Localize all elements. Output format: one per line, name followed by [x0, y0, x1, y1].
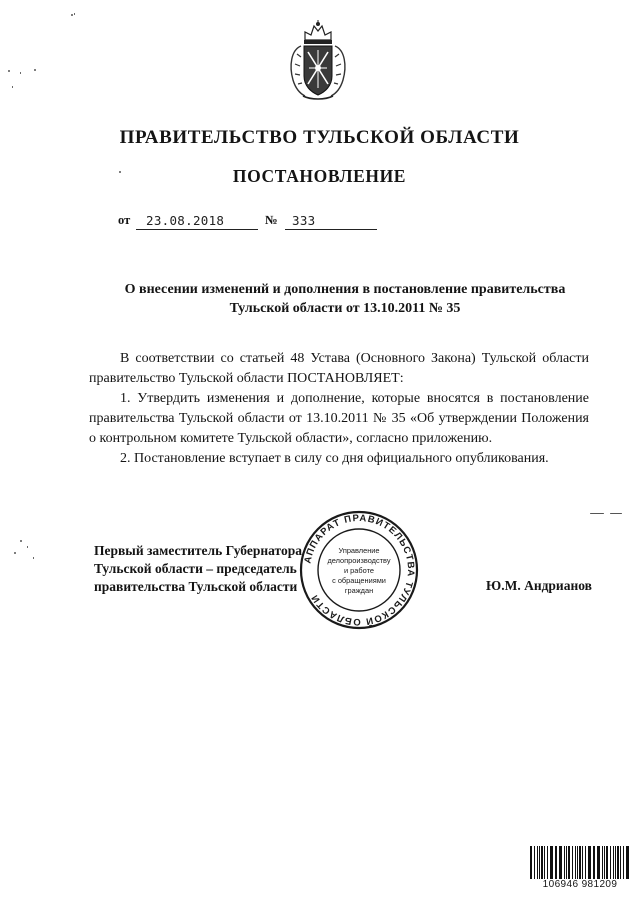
- barcode-bar: [566, 846, 567, 880]
- date-label: от: [118, 213, 131, 227]
- barcode-bar: [615, 846, 616, 880]
- barcode-bar: [602, 846, 603, 880]
- barcode-bar: [550, 846, 553, 880]
- barcode-bar: [568, 846, 570, 880]
- barcode-bar: [572, 846, 573, 880]
- barcode-bar: [588, 846, 591, 880]
- barcode-bar: [593, 846, 595, 880]
- body-paragraph-item-1: 1. Утвердить изменения и дополнение, которые вносятся в постановление правительства Тульской области от 13.10.2011 № 35 «Об утверждении Положения о контрольном комитете Тульской области», согласно приложению.: [89, 391, 589, 446]
- signatory-position-line-1: Первый заместитель Губернатора: [94, 543, 302, 558]
- scan-speck: [34, 69, 36, 71]
- scan-speck: [590, 513, 604, 514]
- scan-speck: [71, 14, 73, 16]
- barcode-bar: [564, 846, 565, 880]
- scan-speck: [74, 13, 75, 15]
- scan-speck: [8, 70, 10, 72]
- barcode-bar: [579, 846, 581, 880]
- barcode-bar: [547, 846, 548, 880]
- document-subject: [95, 280, 595, 318]
- number-label: №: [265, 213, 278, 227]
- barcode-number: 106946 981209: [528, 879, 632, 891]
- signatory-position-line-2: Тульской области – председатель: [94, 561, 297, 576]
- number-underline: [285, 229, 377, 230]
- barcode-bar: [537, 846, 538, 880]
- signatory-position-line-3: правительства Тульской области: [94, 579, 298, 594]
- scan-speck: [14, 552, 16, 554]
- barcode-bar: [541, 846, 543, 880]
- date-value: 23.08.2018: [146, 213, 225, 228]
- seal-center-line-2: делопроизводству: [327, 556, 391, 565]
- body-paragraph-item-2: 2. Постановление вступает в силу со дня официального опубликования.: [120, 451, 549, 466]
- barcode-bar: [559, 846, 562, 880]
- seal-center-line-1: Управление: [338, 546, 380, 555]
- barcode-bar: [544, 846, 545, 880]
- barcode-bar: [597, 846, 600, 880]
- scan-speck: [33, 557, 34, 559]
- barcode-bar: [534, 846, 535, 880]
- barcode-bar: [604, 846, 605, 880]
- barcode-bar: [620, 846, 621, 880]
- barcode-bar: [582, 846, 583, 880]
- barcode-bar: [613, 846, 614, 880]
- barcode-bar: [585, 846, 586, 880]
- seal-center-line-3: и работе: [344, 566, 374, 575]
- subject-line-1: О внесении изменений и дополнения в постановление правительства: [124, 282, 566, 297]
- scan-speck: [20, 540, 22, 542]
- scan-speck: [20, 72, 21, 74]
- number-value: 333: [292, 213, 316, 228]
- barcode-bar: [623, 846, 624, 880]
- scan-speck: [27, 546, 28, 548]
- signatory-name: Ю.М. Андрианов: [486, 578, 592, 593]
- body-paragraph-preamble: В соответствии со статьей 48 Устава (Основного Закона) Тульской области правительство Тульской области ПОСТАНОВЛЯЕТ:: [89, 351, 589, 386]
- document-type-title: ПОСТАНОВЛЕНИЕ: [232, 166, 407, 186]
- barcode-bar: [626, 846, 629, 880]
- official-seal-stamp: [298, 509, 420, 631]
- organization-title: ПРАВИТЕЛЬСТВО ТУЛЬСКОЙ ОБЛАСТИ: [119, 127, 520, 148]
- scan-speck: [12, 86, 13, 88]
- seal-center-line-4: с обращениями: [332, 576, 386, 585]
- barcode-bar: [577, 846, 578, 880]
- subject-line-2: Тульской области от 13.10.2011 № 35: [229, 301, 461, 316]
- barcode-bar: [617, 846, 619, 880]
- barcode-bar: [555, 846, 557, 880]
- date-underline: [136, 229, 258, 230]
- document-body: [89, 349, 589, 469]
- barcode-bar: [606, 846, 608, 880]
- barcode-bar: [539, 846, 540, 880]
- seal-ring-text: АППАРАТ ПРАВИТЕЛЬСТВА ТУЛЬСКОЙ ОБЛАСТИ: [302, 512, 417, 628]
- barcode-bar: [610, 846, 611, 880]
- seal-center-line-5: граждан: [344, 586, 374, 595]
- tula-coat-of-arms-icon: [287, 20, 349, 102]
- barcode-bar: [575, 846, 576, 880]
- scan-speck: [610, 513, 622, 514]
- barcode-bar: [530, 846, 532, 880]
